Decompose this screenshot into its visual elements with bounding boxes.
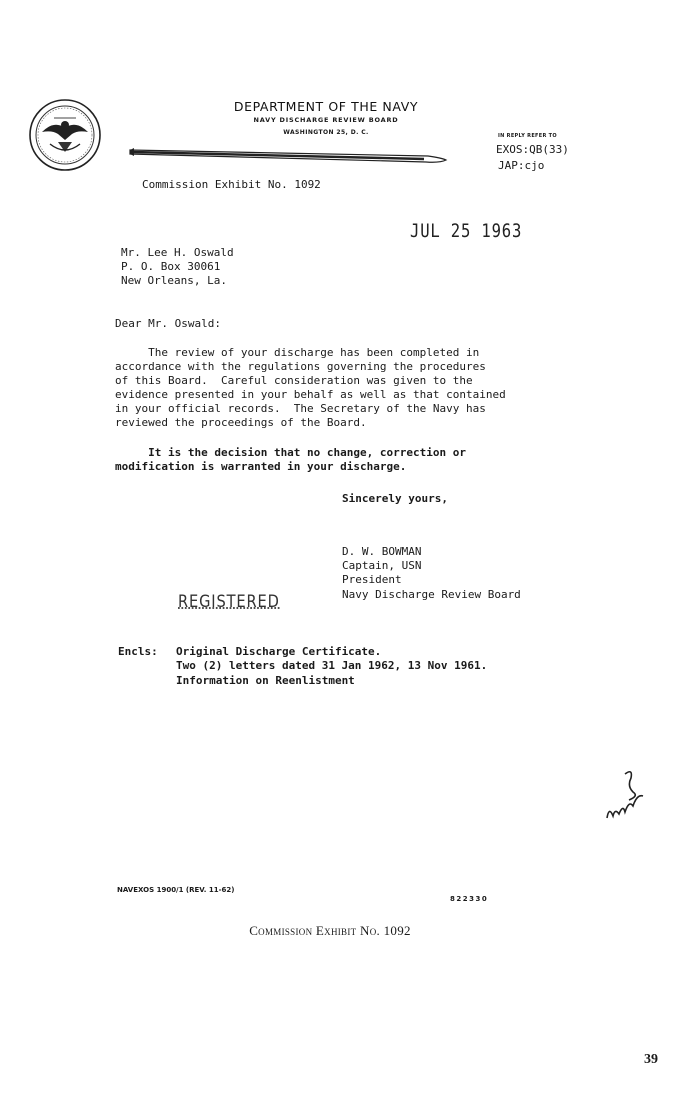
body-line: The review of your discharge has been completed in	[115, 346, 480, 359]
reply-refer-label: IN REPLY REFER TO	[498, 133, 557, 139]
address-line: P. O. Box 30061	[121, 260, 221, 273]
page-number: 39	[644, 1052, 658, 1067]
reference-initials: JAP:cjo	[498, 159, 545, 172]
signature-rank: Captain, USN	[342, 559, 422, 572]
body-line: in your official records. The Secretary of the Navy has	[115, 402, 486, 415]
salutation: Dear Mr. Oswald:	[115, 317, 221, 330]
form-number: NAVEXOS 1900/1 (REV. 11-62)	[117, 886, 235, 894]
reference-code: EXOS:QB(33)	[496, 143, 569, 156]
enclosure-item: Two (2) letters dated 31 Jan 1962, 13 Nov 1961.	[176, 659, 488, 672]
signature-board: Navy Discharge Review Board	[342, 588, 521, 601]
board-name: NAVY DISCHARGE REVIEW BOARD	[253, 116, 399, 124]
closing: Sincerely yours,	[342, 492, 448, 505]
exhibit-caption: Commission Exhibit No. 1092	[249, 923, 411, 938]
handwritten-initials-icon	[603, 766, 653, 826]
enclosure-item: Original Discharge Certificate.	[176, 645, 382, 658]
navy-seal-icon	[28, 98, 102, 172]
date-stamp: JUL 25 1963	[410, 220, 523, 242]
body-line: reviewed the proceedings of the Board.	[115, 416, 367, 429]
signature-name: D. W. BOWMAN	[342, 545, 422, 558]
body-line: It is the decision that no change, correction or	[115, 446, 466, 459]
enclosure-item: Information on Reenlistment	[176, 674, 355, 687]
exhibit-number-typed: Commission Exhibit No. 1092	[142, 178, 321, 191]
department-title: DEPARTMENT OF THE NAVY	[233, 99, 419, 114]
letterhead-rule	[128, 140, 448, 168]
body-line: accordance with the regulations governing the procedures	[115, 360, 486, 373]
body-line: of this Board. Careful consideration was given to the	[115, 374, 473, 387]
stock-number: 822330	[450, 895, 489, 903]
address-line: Mr. Lee H. Oswald	[121, 246, 234, 259]
address-line: New Orleans, La.	[121, 274, 227, 287]
registered-stamp: REGISTERED	[178, 592, 280, 612]
board-city: WASHINGTON 25, D. C.	[283, 129, 369, 136]
body-line: modification is warranted in your discharge.	[115, 460, 407, 473]
signature-title: President	[342, 573, 402, 586]
enclosures-label: Encls:	[118, 645, 158, 658]
body-line: evidence presented in your behalf as well as that contained	[115, 388, 506, 401]
